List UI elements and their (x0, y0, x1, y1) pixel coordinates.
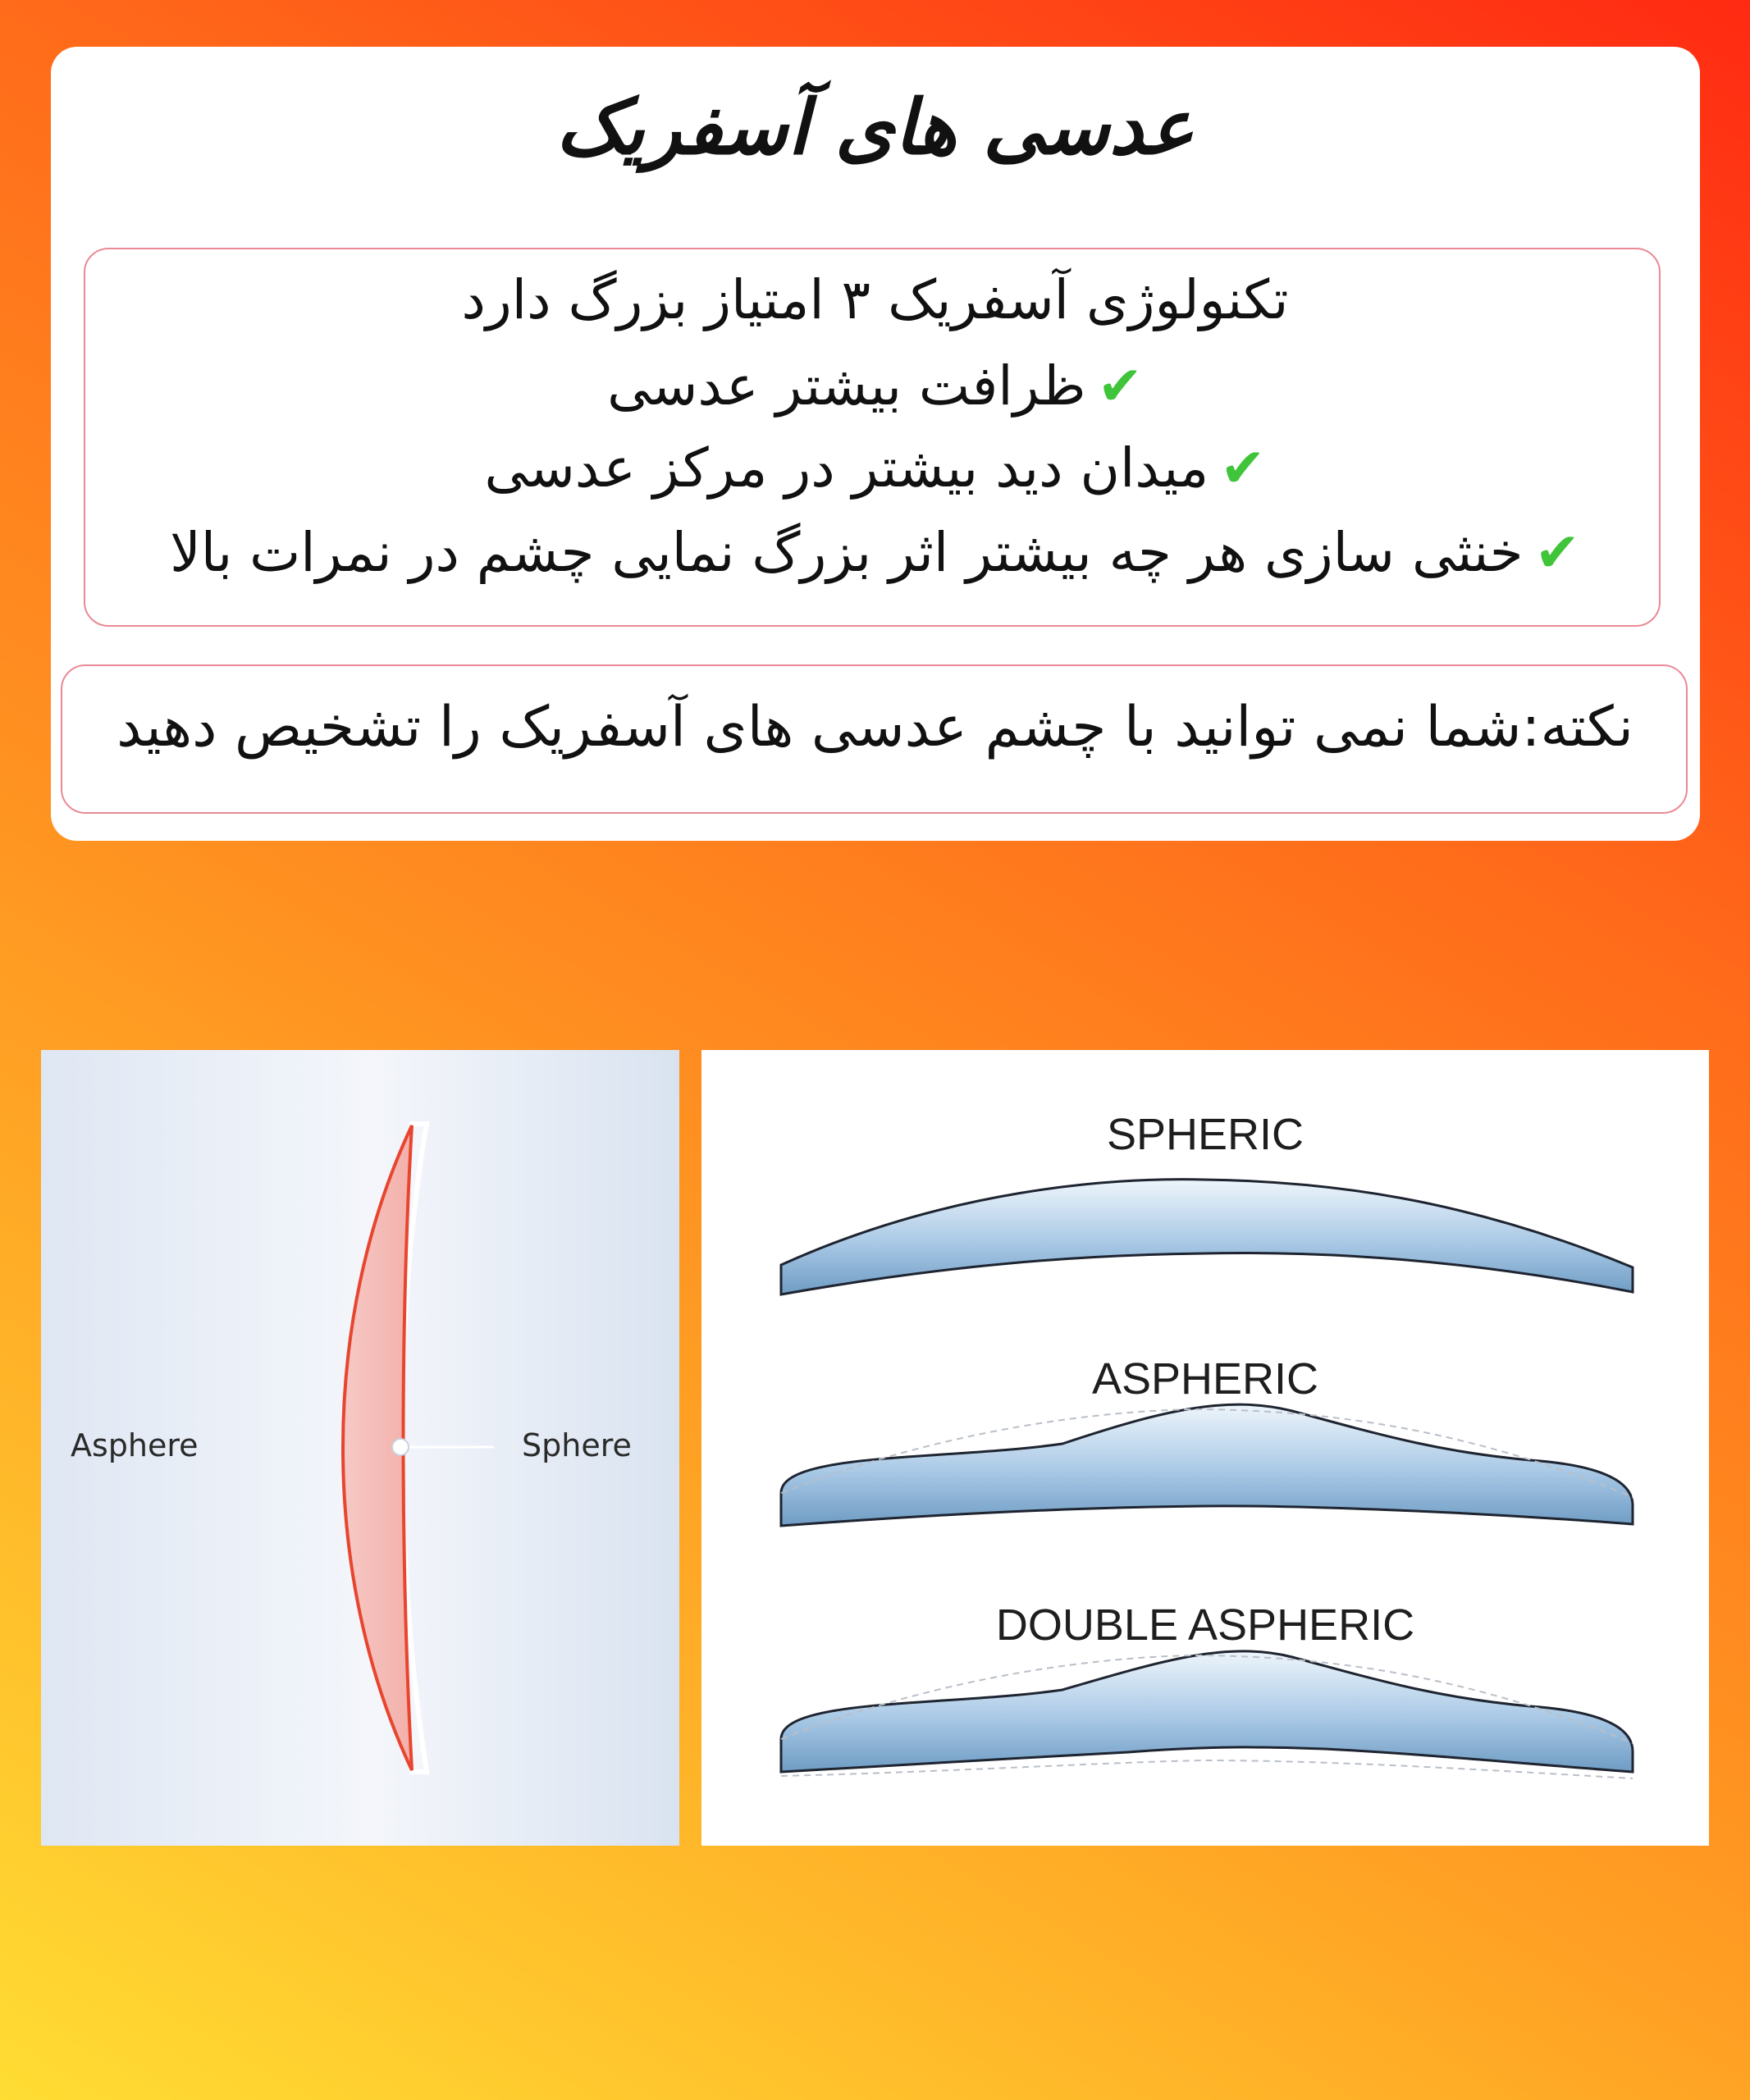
benefit-item (0, 354, 1750, 418)
double-aspheric-lens-shape (781, 1651, 1633, 1772)
asphere-sphere-figure (41, 1050, 679, 1846)
note-text: نکته:شما نمی توانید با چشم عدسی های آسفریک را تشخیص دهید (117, 695, 1633, 760)
lens-types-figure (701, 1050, 1709, 1846)
spheric-lens-shape (781, 1180, 1633, 1294)
lens-profiles-illustration (701, 1050, 1709, 1846)
benefit-item (0, 523, 1750, 583)
sphere-label: Sphere (522, 1427, 632, 1463)
benefit-item-text: ظرافت بیشتر عدسی (607, 354, 1086, 418)
benefit-item-text: خنثی سازی هر چه بیشتر اثر بزرگ نمایی چشم در نمرات بالا (170, 521, 1524, 584)
pointer-dot (392, 1439, 409, 1455)
check-icon: ✔ (1534, 521, 1580, 584)
lens-type-label: ASPHERIC (1091, 1354, 1319, 1404)
page-title: عدسی های آسفریک (555, 84, 1195, 171)
lens-type-label: SPHERIC (1106, 1110, 1305, 1159)
check-icon: ✔ (1220, 436, 1266, 500)
asphere-label: Asphere (71, 1427, 199, 1463)
benefit-item (0, 436, 1750, 500)
check-icon: ✔ (1097, 354, 1143, 418)
aspheric-lens-shape (781, 1404, 1633, 1526)
benefit-item-text: میدان دید بیشتر در مرکز عدسی (484, 436, 1209, 500)
benefits-intro: تکنولوژی آسفریک ۳ امتیاز بزرگ دارد (461, 268, 1289, 331)
lens-type-label: DOUBLE ASPHERIC (995, 1600, 1415, 1650)
